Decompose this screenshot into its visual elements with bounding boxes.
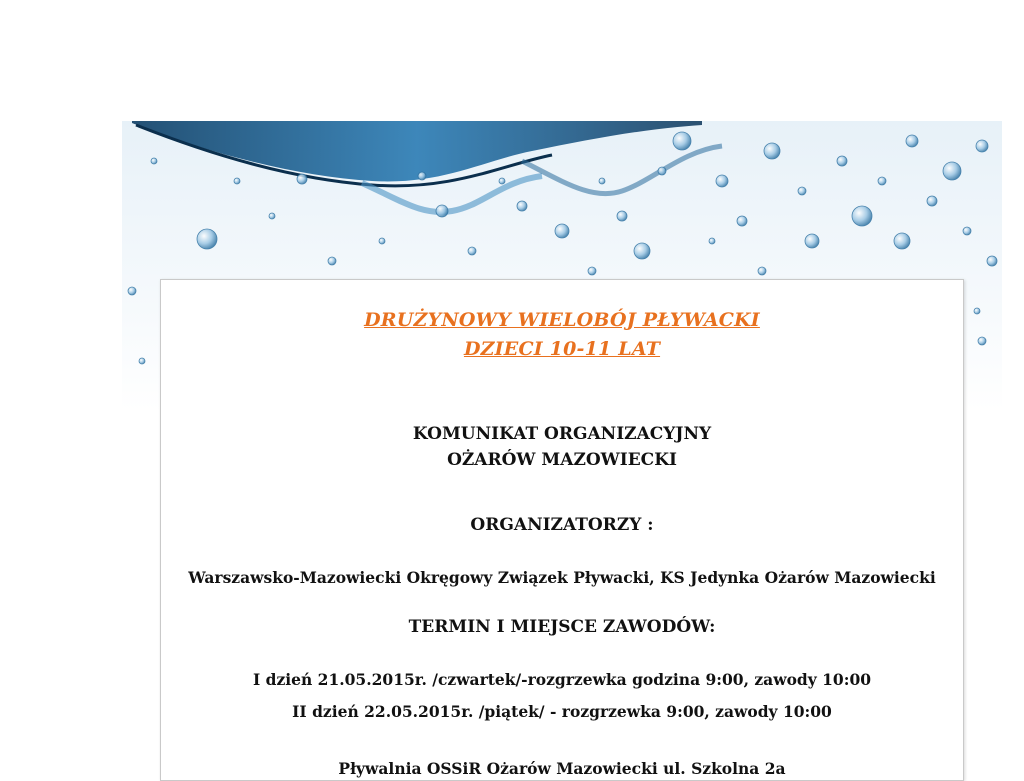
- organizers-heading: ORGANIZATORZY :: [470, 515, 654, 535]
- communique-location: OŻARÓW MAZOWIECKI: [447, 450, 677, 470]
- announcement-box: [160, 279, 964, 781]
- schedule-day-2: II dzień 22.05.2015r. /piątek/ - rozgrzewka 9:00, zawody 10:00: [292, 702, 832, 721]
- event-title-line-2: DZIECI 10-11 LAT: [463, 338, 661, 360]
- organizers-text: Warszawsko-Mazowiecki Okręgowy Związek Pływacki, KS Jedynka Ożarów Mazowiecki: [188, 568, 936, 587]
- event-title-line-1: DRUŻYNOWY WIELOBÓJ PŁYWACKI: [364, 309, 760, 331]
- schedule-day-1: I dzień 21.05.2015r. /czwartek/-rozgrzewka godzina 9:00, zawody 10:00: [252, 670, 872, 689]
- schedule-heading: TERMIN I MIEJSCE ZAWODÓW:: [408, 617, 716, 637]
- communique-title: KOMUNIKAT ORGANIZACYJNY: [412, 424, 712, 444]
- venue-text: Pływalnia OSSiR Ożarów Mazowiecki ul. Szkolna 2a: [338, 759, 786, 778]
